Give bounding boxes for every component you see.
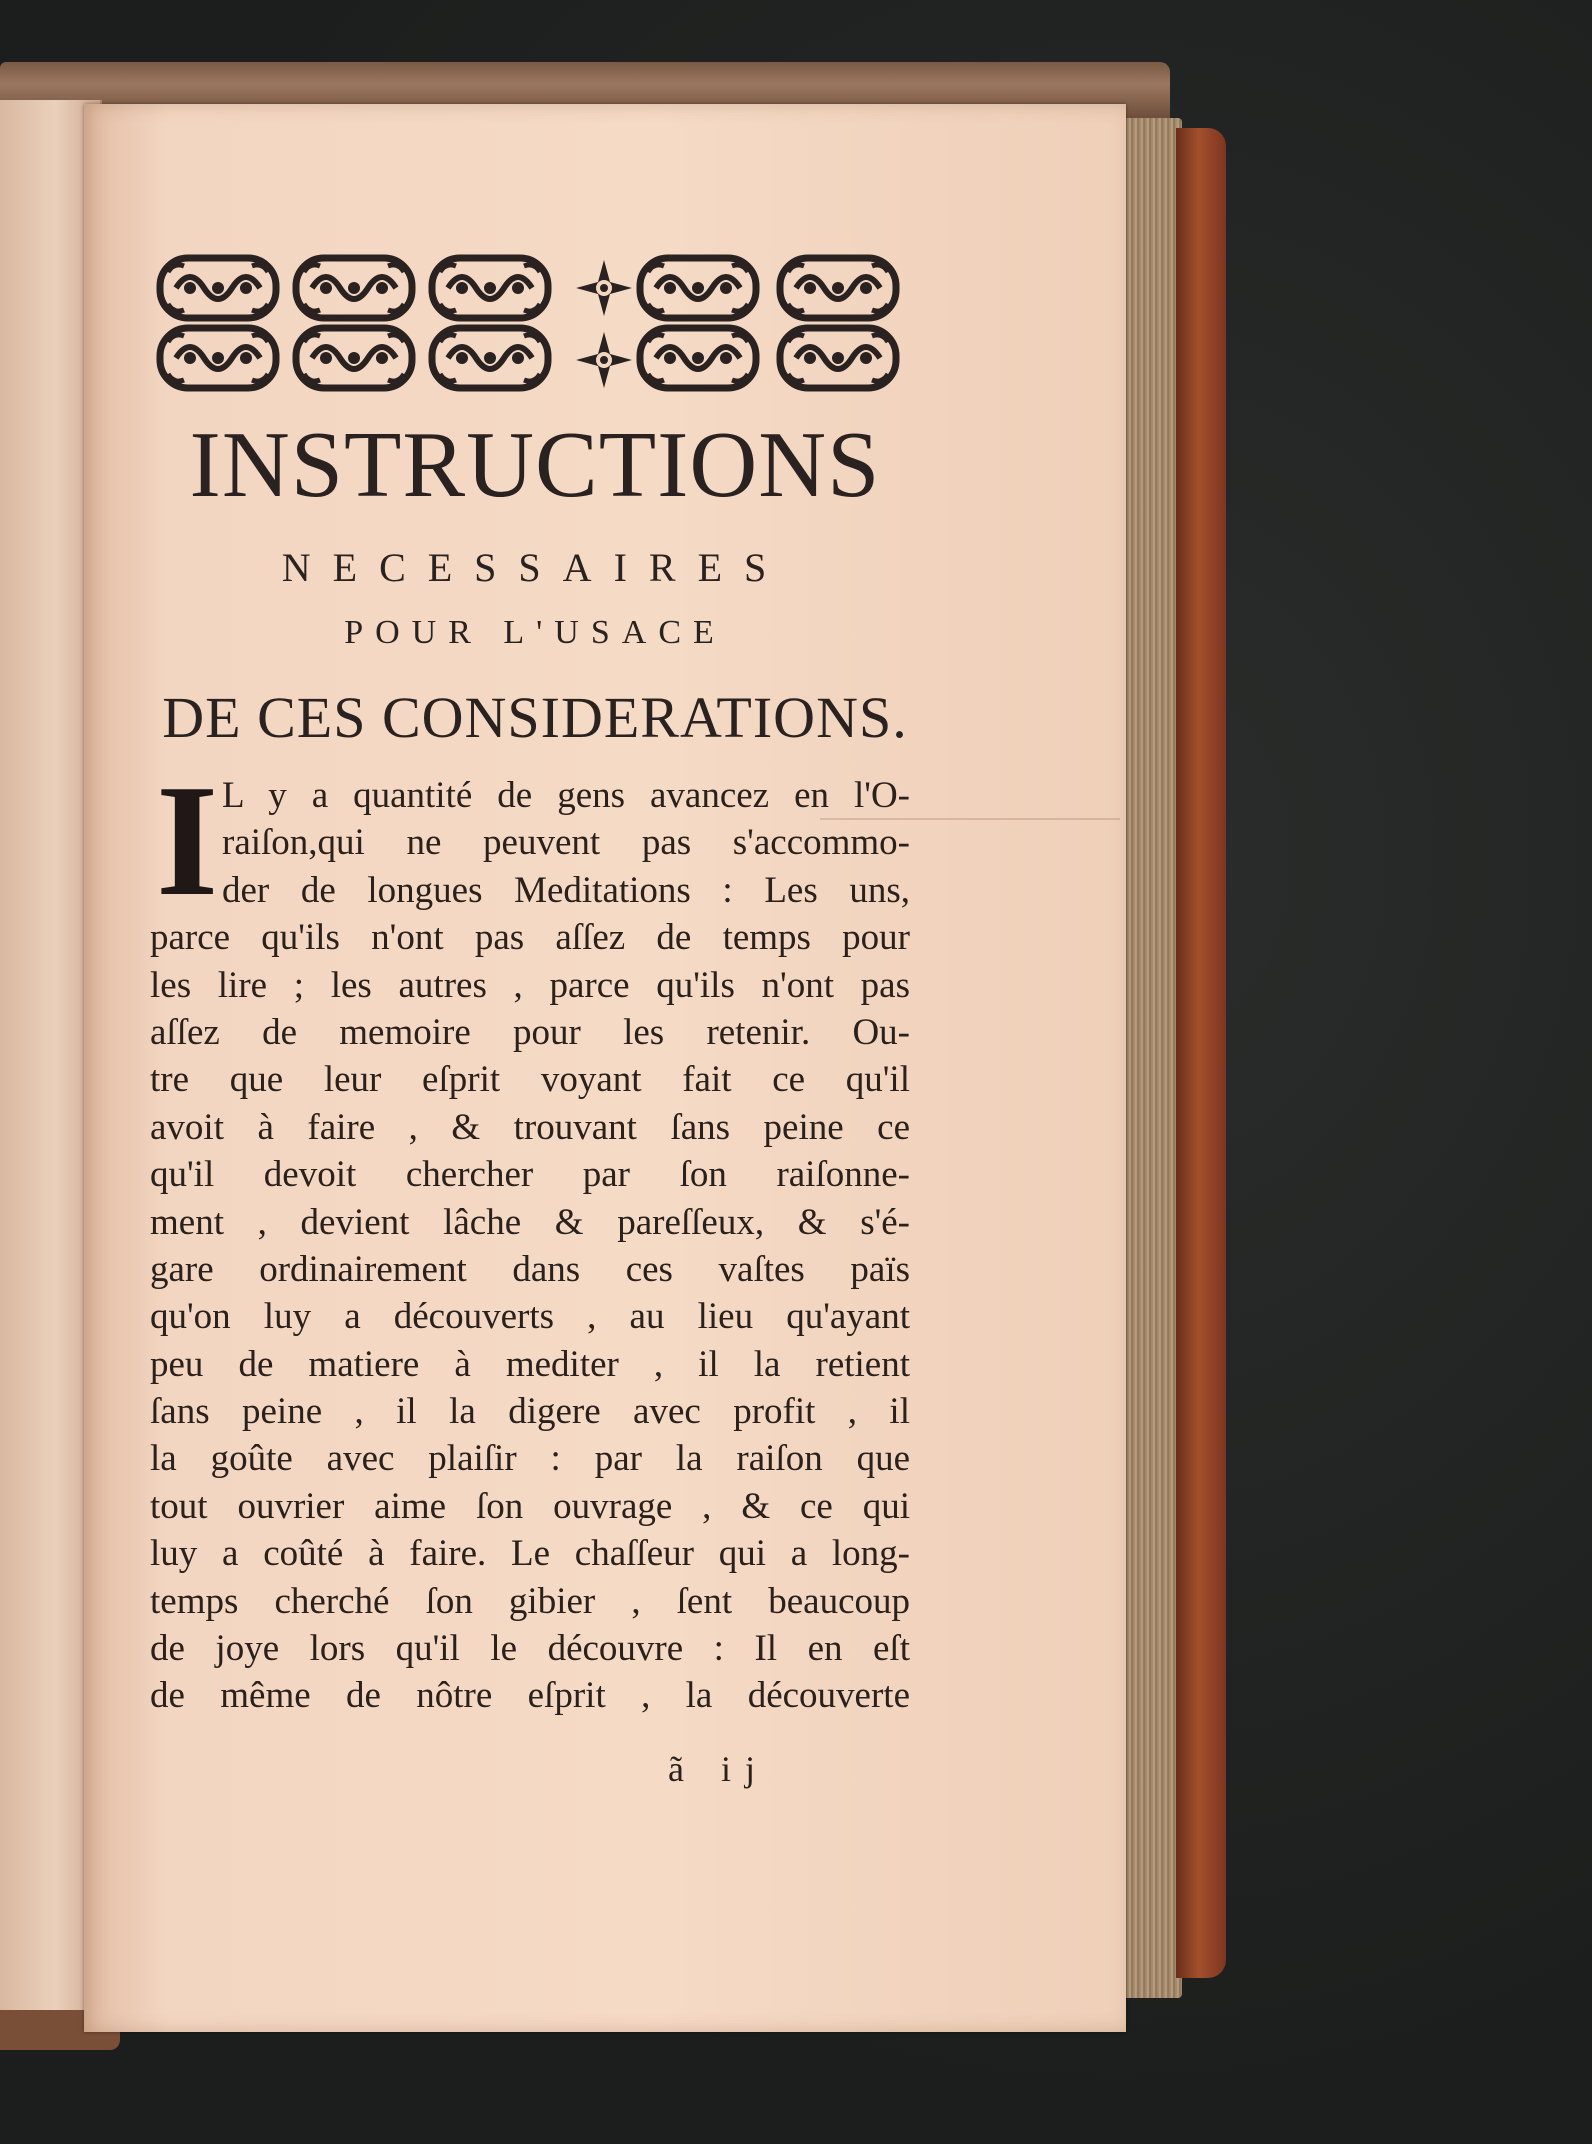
text-line: tout ouvrier aime ſon ouvrage , & ce qui xyxy=(150,1485,910,1527)
page-title: INSTRUCTIONS xyxy=(189,413,881,517)
subtitle-considerations: DE CES CONSIDERATIONS. xyxy=(162,685,908,750)
text-line: luy a coûté à faire. Le chaſſeur qui a long- xyxy=(150,1533,910,1575)
subtitle-necessaires: NECESSAIRES xyxy=(281,545,789,590)
text-line: ment , devient lâche & pareſſeux, & s'é- xyxy=(150,1201,910,1243)
drop-cap: I xyxy=(156,751,219,929)
text-line: avoit à faire , & trouvant ſans peine ce xyxy=(150,1106,910,1148)
text-line: raiſon,qui ne peuvent pas s'accommo- xyxy=(222,822,910,864)
text-line: aſſez de memoire pour les retenir. Ou- xyxy=(150,1011,910,1053)
page-block-edges xyxy=(1122,118,1182,1998)
right-cover-edge xyxy=(1176,128,1226,1978)
text-line: qu'il devoit chercher par ſon raiſonne- xyxy=(150,1154,910,1196)
ornament-band-icon xyxy=(158,252,910,394)
text-line: la goûte avec plaiſir : par la raiſon que xyxy=(150,1438,910,1480)
text-line: ſans peine , il la digere avec profit , il xyxy=(150,1391,910,1433)
text-line: gare ordinairement dans ces vaſtes païs xyxy=(150,1248,910,1290)
text-line: peu de matiere à mediter , il la retient xyxy=(150,1343,910,1385)
text-line: L y a quantité de gens avancez en l'O- xyxy=(222,775,910,816)
text-line: parce qu'ils n'ont pas aſſez de temps pour xyxy=(150,917,910,959)
text-line: qu'on luy a découverts , au lieu qu'ayant xyxy=(150,1296,910,1338)
text-line: der de longues Meditations : Les uns, xyxy=(222,869,910,911)
body-text xyxy=(150,751,910,1720)
signature-mark: ã ij xyxy=(668,1749,769,1789)
subtitle-pour-usage: POUR L'USACE xyxy=(344,614,726,651)
text-line: tre que leur eſprit voyant fait ce qu'il xyxy=(150,1059,910,1101)
text-line: temps cherché ſon gibier , ſent beaucoup xyxy=(150,1580,910,1622)
text-line: de même de nôtre eſprit , la découverte xyxy=(150,1675,910,1717)
text-line: les lire ; les autres , parce qu'ils n'ont pas xyxy=(150,964,910,1006)
text-line: de joye lors qu'il le découvre : Il en eſt xyxy=(150,1628,910,1670)
